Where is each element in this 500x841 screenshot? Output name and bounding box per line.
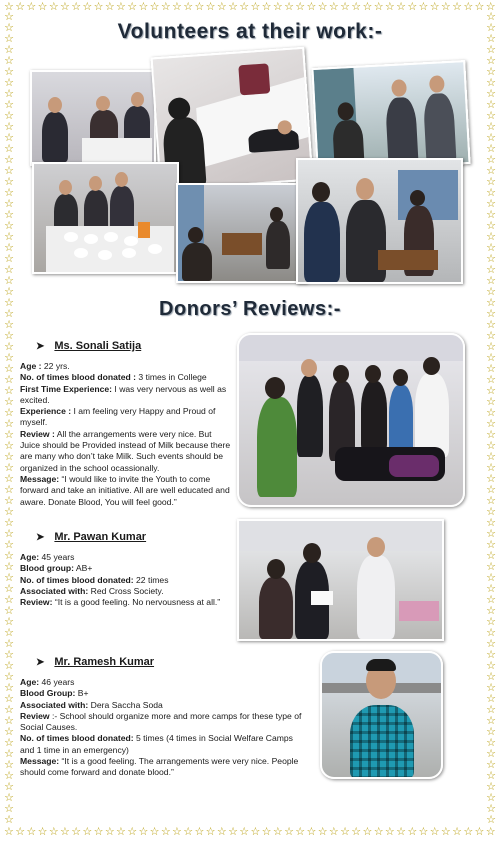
star-icon: ☆ — [486, 242, 496, 254]
donor-field: No. of times blood donated: 22 times — [20, 574, 169, 585]
star-icon: ☆ — [486, 451, 496, 463]
donor-field: Review :- School should organize more and more camps for these type of Social Causes. — [20, 710, 302, 733]
star-icon: ☆ — [384, 826, 395, 838]
star-icon: ☆ — [183, 1, 194, 13]
star-icon: ☆ — [116, 826, 126, 838]
star-icon: ☆ — [4, 814, 14, 826]
star-icon: ☆ — [452, 826, 462, 838]
star-icon: ☆ — [4, 44, 14, 56]
star-icon: ☆ — [418, 826, 429, 838]
star-icon: ☆ — [328, 1, 339, 13]
star-icon: ☆ — [4, 330, 14, 342]
star-icon: ☆ — [4, 242, 14, 254]
donor-field: Review : All the arrangements were very nice. But Juice should be Provided instead of Milk because there are many who don’t take Milk. Such events should be organized in the school ocassionally. — [20, 428, 231, 473]
donor-details-pawan — [20, 552, 234, 608]
star-icon: ☆ — [486, 682, 496, 694]
star-icon: ☆ — [4, 319, 14, 331]
star-icon: ☆ — [486, 792, 496, 804]
star-icon: ☆ — [93, 1, 104, 13]
star-icon: ☆ — [4, 539, 14, 551]
star-icon: ☆ — [486, 704, 496, 716]
star-icon: ☆ — [4, 671, 14, 683]
star-icon: ☆ — [4, 110, 14, 122]
left-star-border — [2, 12, 16, 827]
star-icon: ☆ — [60, 1, 70, 13]
arrow-bullet-icon: ➤ — [36, 657, 45, 668]
star-icon: ☆ — [4, 385, 14, 397]
donor-photo-sonali — [237, 333, 465, 507]
star-icon: ☆ — [4, 726, 14, 738]
star-icon: ☆ — [239, 1, 250, 13]
star-icon: ☆ — [340, 826, 350, 838]
star-icon: ☆ — [486, 781, 496, 793]
donor-name-ramesh: ➤ Mr. Ramesh Kumar — [36, 656, 155, 668]
star-icon: ☆ — [429, 1, 440, 13]
star-icon: ☆ — [4, 33, 14, 45]
star-icon: ☆ — [295, 826, 306, 838]
star-icon: ☆ — [4, 308, 14, 320]
star-icon: ☆ — [486, 209, 496, 221]
star-icon: ☆ — [4, 638, 14, 650]
star-icon: ☆ — [4, 143, 14, 155]
star-icon: ☆ — [486, 770, 496, 782]
star-icon: ☆ — [486, 429, 496, 441]
star-icon: ☆ — [4, 682, 14, 694]
star-icon: ☆ — [4, 649, 14, 661]
star-icon: ☆ — [4, 550, 14, 562]
star-icon: ☆ — [362, 826, 373, 838]
star-icon: ☆ — [486, 814, 496, 826]
star-icon: ☆ — [284, 826, 294, 838]
star-icon: ☆ — [474, 1, 485, 13]
arrow-bullet-icon: ➤ — [36, 532, 45, 543]
star-icon: ☆ — [4, 418, 14, 430]
star-icon: ☆ — [4, 594, 14, 606]
star-icon: ☆ — [486, 759, 496, 771]
star-icon: ☆ — [328, 826, 339, 838]
star-icon: ☆ — [261, 1, 272, 13]
star-icon: ☆ — [4, 605, 14, 617]
donor-photo-pawan — [237, 519, 444, 641]
star-icon: ☆ — [261, 826, 272, 838]
star-icon: ☆ — [37, 826, 48, 838]
star-icon: ☆ — [71, 1, 82, 13]
star-icon: ☆ — [317, 1, 328, 13]
donor-field: Review: “It is a good feeling. No nervousness at all.” — [20, 597, 221, 608]
star-icon: ☆ — [486, 231, 496, 243]
star-icon: ☆ — [486, 165, 496, 177]
star-icon: ☆ — [384, 1, 395, 13]
star-icon: ☆ — [4, 253, 14, 265]
star-icon: ☆ — [4, 781, 14, 793]
star-icon: ☆ — [4, 165, 14, 177]
star-icon: ☆ — [486, 550, 496, 562]
star-icon: ☆ — [82, 1, 93, 13]
star-icon: ☆ — [486, 506, 496, 518]
star-icon: ☆ — [160, 1, 171, 13]
donor-field: Age: 46 years — [20, 677, 75, 687]
star-icon: ☆ — [486, 605, 496, 617]
donor-field: Blood group: AB+ — [20, 563, 93, 574]
star-icon: ☆ — [127, 826, 138, 838]
star-icon: ☆ — [205, 826, 216, 838]
star-icon: ☆ — [463, 1, 474, 13]
star-icon: ☆ — [4, 748, 14, 760]
star-icon: ☆ — [71, 826, 82, 838]
donors-reviews-heading: Donors’ Reviews:- — [159, 298, 341, 320]
donor-field: Message: “I would like to invite the Youth to come forward and take an initiative. All are well educated and aware. Donate Blood, You will feel good.” — [20, 473, 230, 507]
star-icon: ☆ — [4, 55, 14, 67]
volunteer-photo-classroom — [176, 183, 307, 283]
star-icon: ☆ — [486, 143, 496, 155]
star-icon: ☆ — [4, 462, 14, 474]
star-icon: ☆ — [486, 33, 496, 45]
star-icon: ☆ — [15, 826, 26, 838]
star-icon: ☆ — [340, 1, 350, 13]
star-icon: ☆ — [4, 22, 14, 34]
star-icon: ☆ — [486, 154, 496, 166]
star-icon: ☆ — [486, 528, 496, 540]
star-icon: ☆ — [486, 418, 496, 430]
star-icon: ☆ — [486, 275, 496, 287]
star-icon: ☆ — [4, 341, 14, 353]
star-icon: ☆ — [486, 726, 496, 738]
star-icon: ☆ — [4, 660, 14, 672]
star-icon: ☆ — [4, 451, 14, 463]
star-icon: ☆ — [486, 627, 496, 639]
star-icon: ☆ — [4, 374, 14, 386]
star-icon: ☆ — [486, 616, 496, 628]
star-icon: ☆ — [4, 176, 14, 188]
star-icon: ☆ — [116, 1, 126, 13]
star-icon: ☆ — [295, 1, 306, 13]
star-icon: ☆ — [4, 220, 14, 232]
star-icon: ☆ — [396, 826, 406, 838]
bottom-star-border — [0, 825, 500, 839]
star-icon: ☆ — [486, 660, 496, 672]
star-icon: ☆ — [4, 484, 14, 496]
star-icon: ☆ — [373, 826, 384, 838]
star-icon: ☆ — [351, 1, 362, 13]
star-icon: ☆ — [486, 88, 496, 100]
star-icon: ☆ — [486, 462, 496, 474]
star-icon: ☆ — [486, 297, 496, 309]
star-icon: ☆ — [138, 826, 149, 838]
star-icon: ☆ — [4, 198, 14, 210]
star-icon: ☆ — [486, 803, 496, 815]
star-icon: ☆ — [486, 517, 496, 529]
star-icon: ☆ — [317, 826, 328, 838]
star-icon: ☆ — [15, 1, 26, 13]
star-icon: ☆ — [486, 495, 496, 507]
star-icon: ☆ — [486, 132, 496, 144]
star-icon: ☆ — [418, 1, 429, 13]
star-icon: ☆ — [4, 826, 14, 838]
star-icon: ☆ — [474, 826, 485, 838]
star-icon: ☆ — [4, 264, 14, 276]
star-icon: ☆ — [4, 429, 14, 441]
star-icon: ☆ — [486, 484, 496, 496]
star-icon: ☆ — [4, 187, 14, 199]
star-icon: ☆ — [205, 1, 216, 13]
star-icon: ☆ — [4, 627, 14, 639]
star-icon: ☆ — [4, 352, 14, 364]
star-icon: ☆ — [486, 715, 496, 727]
donor-field: Associated with: Red Cross Society. — [20, 585, 164, 596]
star-icon: ☆ — [486, 176, 496, 188]
star-icon: ☆ — [4, 66, 14, 78]
donor-field: Associated with: Dera Saccha Soda — [20, 699, 163, 710]
star-icon: ☆ — [452, 1, 462, 13]
star-icon: ☆ — [4, 704, 14, 716]
star-icon: ☆ — [362, 1, 373, 13]
star-icon: ☆ — [4, 561, 14, 573]
star-icon: ☆ — [104, 826, 115, 838]
star-icon: ☆ — [149, 1, 160, 13]
star-icon: ☆ — [272, 1, 283, 13]
star-icon: ☆ — [486, 649, 496, 661]
star-icon: ☆ — [4, 759, 14, 771]
star-icon: ☆ — [48, 1, 59, 13]
star-icon: ☆ — [486, 121, 496, 133]
donor-field: No. of times blood donated : 3 times in College — [20, 372, 207, 383]
star-icon: ☆ — [440, 826, 451, 838]
star-icon: ☆ — [486, 198, 496, 210]
star-icon: ☆ — [486, 572, 496, 584]
star-icon: ☆ — [486, 638, 496, 650]
star-icon: ☆ — [4, 297, 14, 309]
star-icon: ☆ — [429, 826, 440, 838]
volunteers-heading: Volunteers at their work:- — [117, 20, 383, 43]
star-icon: ☆ — [486, 110, 496, 122]
star-icon: ☆ — [127, 1, 138, 13]
star-icon: ☆ — [486, 55, 496, 67]
star-icon: ☆ — [272, 826, 283, 838]
star-icon: ☆ — [4, 616, 14, 628]
star-icon: ☆ — [4, 121, 14, 133]
star-icon: ☆ — [407, 826, 418, 838]
star-icon: ☆ — [183, 826, 194, 838]
star-icon: ☆ — [160, 826, 171, 838]
donor-field: Message: “It is a good feeling. The arrangements were very nice. People should come forward and donate blood.” — [20, 756, 299, 778]
donor-field: Age : 22 yrs. — [20, 361, 70, 371]
star-icon: ☆ — [4, 363, 14, 375]
star-icon: ☆ — [284, 1, 294, 13]
star-icon: ☆ — [4, 506, 14, 518]
star-icon: ☆ — [486, 671, 496, 683]
star-icon: ☆ — [4, 407, 14, 419]
star-icon: ☆ — [4, 583, 14, 595]
star-icon: ☆ — [486, 407, 496, 419]
star-icon: ☆ — [4, 286, 14, 298]
star-icon: ☆ — [306, 826, 317, 838]
star-icon: ☆ — [4, 209, 14, 221]
star-icon: ☆ — [216, 1, 227, 13]
volunteer-photo-refreshments — [32, 162, 179, 274]
star-icon: ☆ — [4, 715, 14, 727]
star-icon: ☆ — [486, 11, 496, 23]
star-icon: ☆ — [4, 440, 14, 452]
star-icon: ☆ — [396, 1, 406, 13]
star-icon: ☆ — [486, 187, 496, 199]
star-icon: ☆ — [485, 1, 496, 13]
star-icon: ☆ — [4, 88, 14, 100]
star-icon: ☆ — [4, 231, 14, 243]
star-icon: ☆ — [228, 826, 238, 838]
star-icon: ☆ — [4, 495, 14, 507]
volunteer-photo-doctor — [296, 158, 463, 284]
star-icon: ☆ — [4, 154, 14, 166]
star-icon: ☆ — [440, 1, 451, 13]
star-icon: ☆ — [486, 220, 496, 232]
star-icon: ☆ — [486, 352, 496, 364]
star-icon: ☆ — [4, 473, 14, 485]
star-icon: ☆ — [463, 826, 474, 838]
donor-field: Age: 45 years — [20, 552, 75, 562]
star-icon: ☆ — [48, 826, 59, 838]
star-icon: ☆ — [149, 826, 160, 838]
star-icon: ☆ — [37, 1, 48, 13]
volunteer-photo-group — [311, 60, 470, 172]
star-icon: ☆ — [104, 1, 115, 13]
top-star-border — [0, 0, 500, 14]
star-icon: ☆ — [486, 264, 496, 276]
star-icon: ☆ — [486, 396, 496, 408]
star-icon: ☆ — [250, 826, 261, 838]
donor-field: Blood Group: B+ — [20, 688, 89, 699]
star-icon: ☆ — [4, 770, 14, 782]
star-icon: ☆ — [486, 286, 496, 298]
star-icon: ☆ — [172, 1, 182, 13]
star-icon: ☆ — [486, 693, 496, 705]
star-icon: ☆ — [486, 44, 496, 56]
star-icon: ☆ — [4, 396, 14, 408]
star-icon: ☆ — [486, 594, 496, 606]
star-icon: ☆ — [4, 528, 14, 540]
star-icon: ☆ — [194, 1, 205, 13]
star-icon: ☆ — [194, 826, 205, 838]
donor-details-ramesh — [20, 677, 308, 779]
volunteer-photo-registration — [30, 70, 156, 166]
star-icon: ☆ — [250, 1, 261, 13]
star-icon: ☆ — [486, 22, 496, 34]
star-icon: ☆ — [26, 826, 37, 838]
star-icon: ☆ — [486, 66, 496, 78]
star-icon: ☆ — [60, 826, 70, 838]
star-icon: ☆ — [486, 253, 496, 265]
star-icon: ☆ — [407, 1, 418, 13]
star-icon: ☆ — [486, 77, 496, 89]
star-icon: ☆ — [486, 440, 496, 452]
star-icon: ☆ — [4, 132, 14, 144]
star-icon: ☆ — [4, 77, 14, 89]
star-icon: ☆ — [82, 826, 93, 838]
donor-field: First Time Experience: I was very nervous as well as excited. — [20, 383, 227, 405]
star-icon: ☆ — [4, 737, 14, 749]
star-icon: ☆ — [486, 539, 496, 551]
star-icon: ☆ — [4, 792, 14, 804]
star-icon: ☆ — [306, 1, 317, 13]
donor-name-sonali: ➤ Ms. Sonali Satija — [36, 340, 142, 352]
star-icon: ☆ — [4, 1, 14, 13]
star-icon: ☆ — [486, 308, 496, 320]
star-icon: ☆ — [486, 561, 496, 573]
star-icon: ☆ — [239, 826, 250, 838]
star-icon: ☆ — [486, 374, 496, 386]
star-icon: ☆ — [486, 319, 496, 331]
star-icon: ☆ — [4, 99, 14, 111]
star-icon: ☆ — [4, 275, 14, 287]
star-icon: ☆ — [4, 572, 14, 584]
star-icon: ☆ — [4, 693, 14, 705]
star-icon: ☆ — [228, 1, 238, 13]
donor-field: No. of times blood donated: 5 times (4 times in Social Welfare Camps and 1 time in an emergency) — [20, 733, 293, 755]
star-icon: ☆ — [93, 826, 104, 838]
donor-name-pawan: ➤ Mr. Pawan Kumar — [36, 531, 147, 543]
right-star-border — [484, 12, 498, 827]
star-icon: ☆ — [351, 826, 362, 838]
star-icon: ☆ — [138, 1, 149, 13]
star-icon: ☆ — [486, 385, 496, 397]
star-icon: ☆ — [4, 11, 14, 23]
star-icon: ☆ — [486, 583, 496, 595]
arrow-bullet-icon: ➤ — [36, 341, 45, 352]
star-icon: ☆ — [26, 1, 37, 13]
star-icon: ☆ — [4, 803, 14, 815]
star-icon: ☆ — [373, 1, 384, 13]
star-icon: ☆ — [4, 517, 14, 529]
star-icon: ☆ — [486, 330, 496, 342]
star-icon: ☆ — [486, 748, 496, 760]
donor-details-sonali — [20, 361, 232, 508]
star-icon: ☆ — [485, 826, 496, 838]
star-icon: ☆ — [486, 363, 496, 375]
star-icon: ☆ — [216, 826, 227, 838]
donor-photo-ramesh — [320, 651, 443, 779]
donor-field: Experience : I am feeling very Happy and Proud of myself. — [20, 406, 216, 428]
star-icon: ☆ — [486, 473, 496, 485]
star-icon: ☆ — [486, 737, 496, 749]
star-icon: ☆ — [172, 826, 182, 838]
star-icon: ☆ — [486, 341, 496, 353]
star-icon: ☆ — [486, 99, 496, 111]
